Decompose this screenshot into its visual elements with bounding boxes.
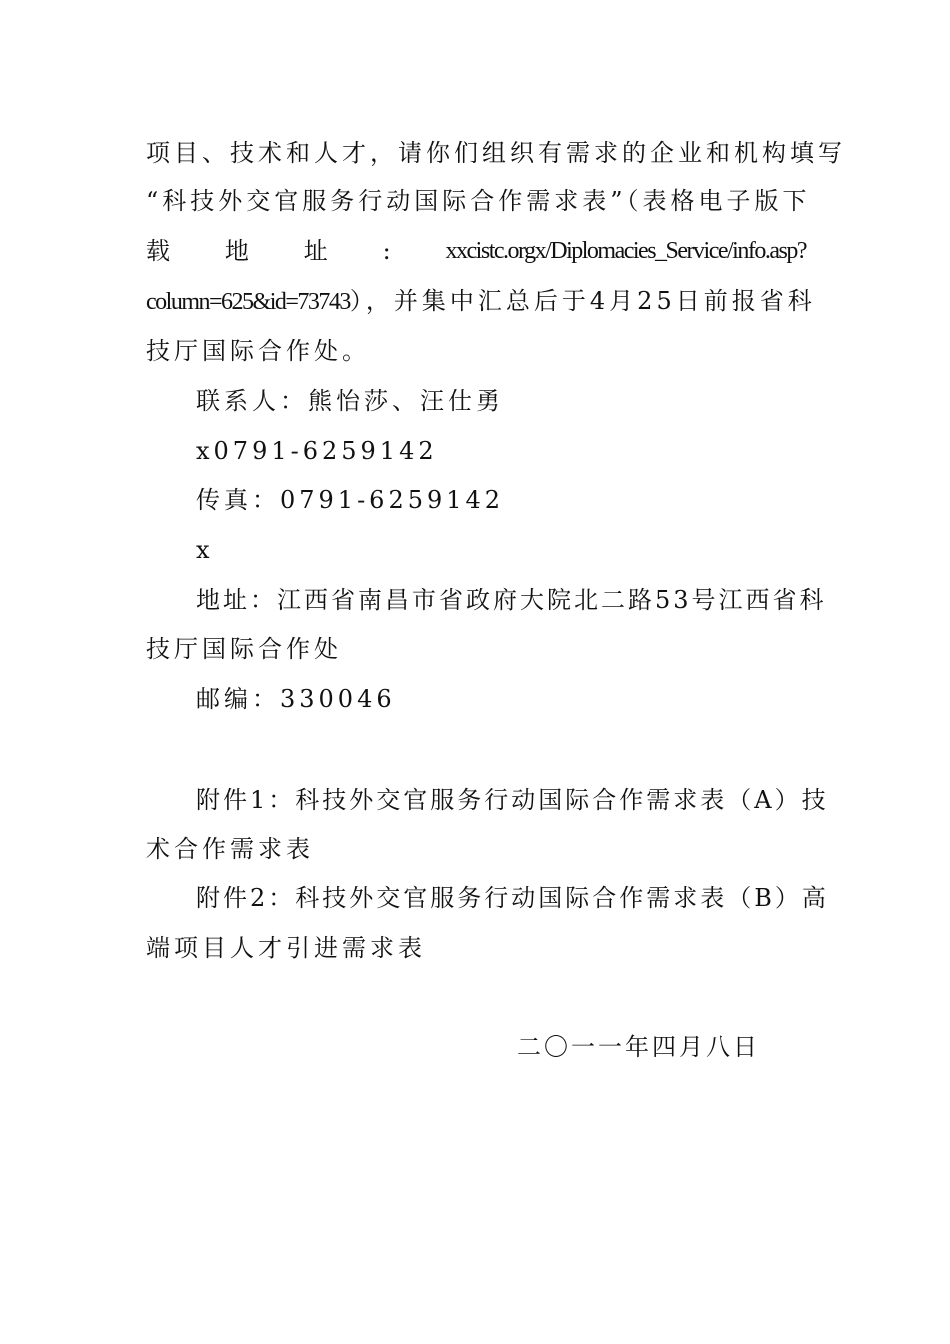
body-line-2: “科技外交官服务行动国际合作需求表”（表格电子版下 [146,187,811,215]
contact-phone: x0791-6259142 [196,437,438,465]
form-url-part-1: xxcistc.orgx/Diplomacies_Service/info.asp? [445,238,806,264]
body-line-1: 项目、技术和人才，请你们组织有需求的企业和机构填写 [146,139,846,167]
body-line-4-rest: ），并集中汇总后于4月25日前报省科 [349,287,816,315]
contact-address-line-2: 技厅国际合作处 [146,635,342,663]
attachment-1-line-2: 术合作需求表 [146,835,314,863]
document-date: 二〇一一年四月八日 [517,1033,760,1061]
contact-fax: 传真：0791-6259142 [196,486,505,514]
body-line-3-word-2: 地 [224,237,249,265]
attachment-2-line-2: 端项目人才引进需求表 [146,934,426,962]
body-line-3-word-1: 载 [146,237,170,265]
contact-email: x [196,536,214,564]
body-line-3-colon: : [382,237,391,265]
body-line-5: 技厅国际合作处。 [146,337,370,365]
attachment-2-line-1: 附件2：科技外交官服务行动国际合作需求表（B）高 [196,884,829,912]
attachment-1-line-1: 附件1：科技外交官服务行动国际合作需求表（A）技 [196,786,829,814]
contact-address-line-1: 地址：江西省南昌市省政府大院北二路53号江西省科 [196,586,827,614]
contact-postcode: 邮编：330046 [196,685,396,713]
contact-person: 联系人：熊怡莎、汪仕勇 [196,387,504,415]
form-url-part-2: column=625&id=73743 [146,289,350,315]
body-line-3-word-3: 址 [303,237,328,265]
body-line-4 [146,286,816,317]
body-line-3 [146,236,806,266]
